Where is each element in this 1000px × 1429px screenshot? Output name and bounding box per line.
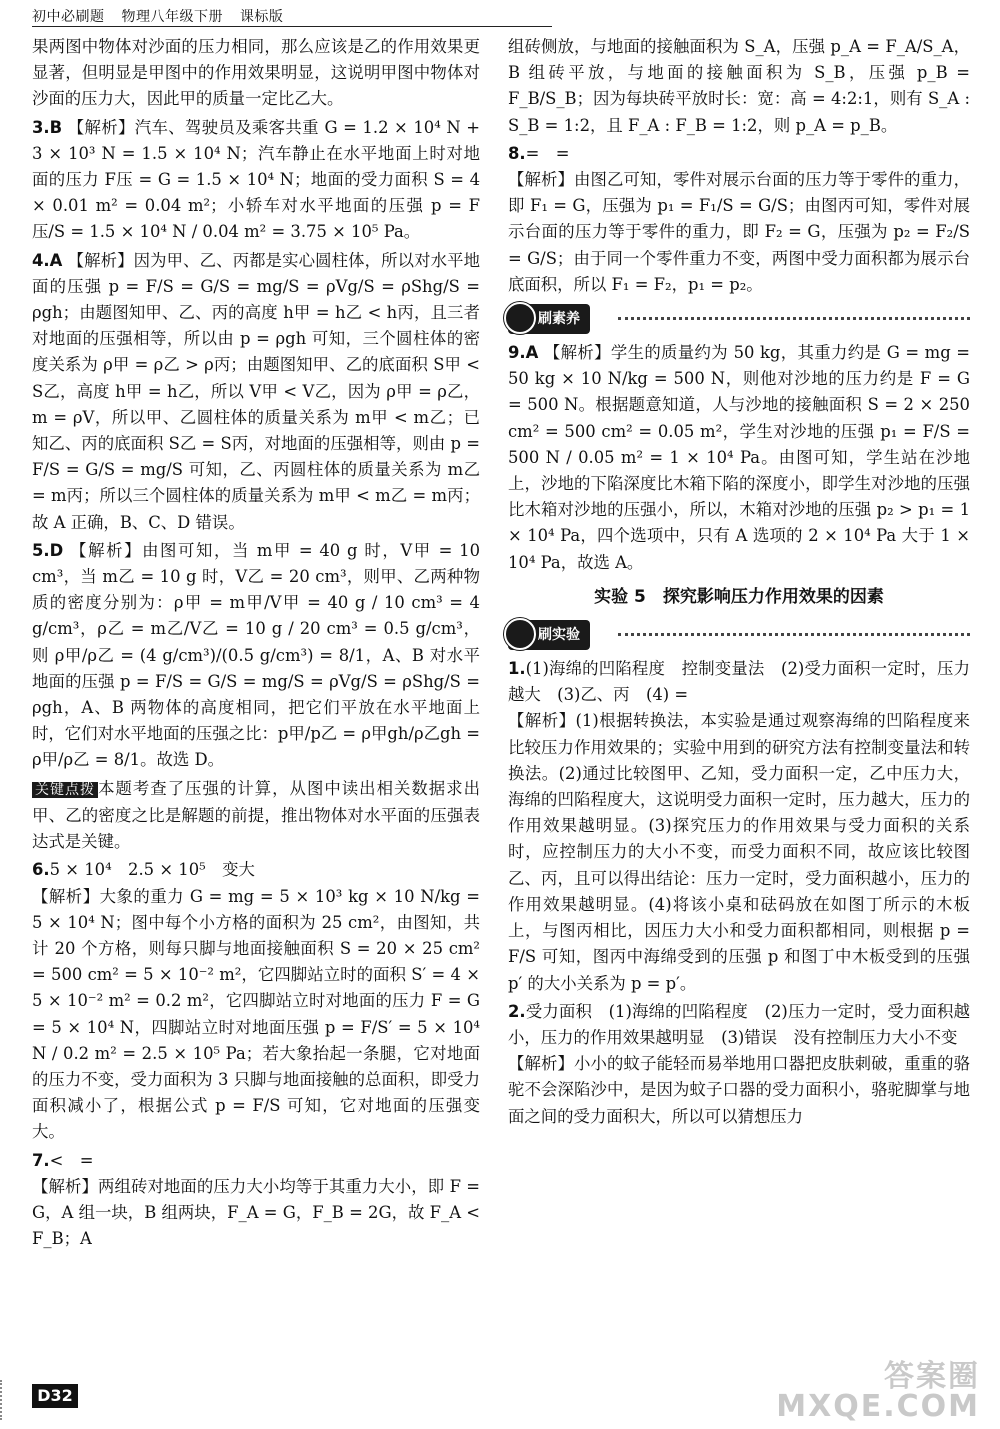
analysis-text: 大象的重力 G = mg = 5 × 10³ kg × 10 N/kg = 5 × 10⁴ N；图中每个小方格的面积为 25 cm²，由图知，共计 20 个方格，则每只脚与地面接触面积 S = 20 × 25 cm² = 500 cm² = 5 × 10⁻² m²，它四脚站立时的面积 S′ = 4 × 5 × 10⁻² m² = 0.2 m²，它四脚站立时对地面的压力 F = G = 5 × 10⁴ N，四脚站立时对地面压强 p = F/S′ = 5 × 10⁴ N / 0.2 m² = 2.5 × 10⁵ Pa；若大象抬起一条腿，它对地面的压力不变，受力面积为 3 只脚与地面接触的总面积，即受力面积减小了，根据公式 p = F/S 可知，它对地面的压强变大。 <box>32 886 480 1142</box>
answer-4 <box>32 248 480 536</box>
analysis-text: 小小的蚊子能轻而易举地用口器把皮肤刺破，重重的骆驼不会深陷沙中，是因为蚊子口器的受力面积小，骆驼脚掌与地面之间的受力面积大，所以可以猜想压力 <box>508 1054 971 1126</box>
left-column <box>32 34 480 1254</box>
site-watermark <box>776 1359 980 1424</box>
answer-9 <box>508 340 970 576</box>
q-number: 3. <box>32 117 50 137</box>
header-rule <box>32 26 552 27</box>
q-number: 7. <box>32 1150 50 1170</box>
analysis-text: 因为甲、乙、丙都是实心圆柱体，所以对水平地面的压强 p = F/S = G/S = mg/S = ρVg/S = ρShg/S = ρgh；由题图知甲、乙、丙的高度 h甲 = h乙 < h丙，且三者对地面的压强相等，所以由 p = ρgh 可知，三个圆柱体的密度关系为 ρ甲 = ρ乙 > ρ丙；由题图知甲、乙的底面积 S甲 < S乙，高度 h甲 = h乙，所以 V甲 < V乙，因为 ρ甲 = ρ乙，m = ρV，所以甲、乙圆柱体的质量关系为 m甲 < m乙；已知乙、丙的底面积 S乙 = S丙，对地面的压强相等，则由 p = F/S = G/S = mg/S 可知，乙、丙圆柱体的质量关系为 m乙 = m丙；所以三个圆柱体的质量关系为 m甲 < m乙 = m丙；故 A 正确，B、C、D 错误。 <box>32 250 481 532</box>
analysis-text: 两组砖对地面的压力大小均等于其重力大小，即 F = G，A 组一块，B 组两块，F_A = G，F_B = 2G，故 F_A < F_B；A <box>32 1176 480 1249</box>
q-answer: B <box>49 117 63 137</box>
q-answer: D <box>49 540 64 560</box>
q-number: 1. <box>508 659 526 679</box>
analysis-text: 由图乙可知，零件对展示台面的压力等于零件的重力，即 F₁ = G，压强为 p₁ = F₁/S = G/S；由图丙可知，零件对展示台面的压力等于零件的重力，即 F₂ = G，压强为 p₂ = F₂/S = G/S；由于同一个零件重力不变，两图中受力面积都为展示台底面积，所以 F₁ = F₂，p₁ = p₂。 <box>508 170 971 294</box>
experiment-answer-1 <box>508 656 970 997</box>
q-answer: A <box>525 343 539 363</box>
q-answer: A <box>49 250 63 270</box>
experiment-answer-2 <box>508 999 970 1130</box>
analysis-tag: 【解析】 <box>70 540 143 560</box>
analysis-text: 由图可知，当 m甲 = 40 g 时，V甲 = 10 cm³，当 m乙 = 10 g 时，V乙 = 20 cm³，则甲、乙两种物质的密度分别为：ρ甲 = m甲/V甲 = 40 g / 10 cm³ = 4 g/cm³，ρ乙 = m乙/V乙 = 10 g / 20 cm³ = 0.5 g/cm³，则 ρ甲/ρ乙 = (4 g/cm³)/(0.5 g/cm³) = 8/1，A、B 对水平地面的压强 p = F/S = G/S = mg/S = ρVg/S = ρShg/S = ρgh，A、B 两物体的高度相同，把它们平放在水平地面上时，它们对水平地面的压强之比：p甲/p乙 = ρ甲gh/ρ乙gh = ρ甲/ρ乙 = 8/1。故选 D。 <box>32 540 480 770</box>
key-point <box>32 776 480 856</box>
page-header <box>32 6 295 26</box>
q-number: 6. <box>32 860 50 880</box>
page-number: D32 <box>32 1384 78 1408</box>
analysis-tag: 【解析】 <box>508 170 575 190</box>
answer-5 <box>32 538 480 774</box>
analysis-tag: 【解析】 <box>32 1176 98 1196</box>
q-answer: (1)海绵的凹陷程度 控制变量法 (2)受力面积一定时，压力越大 (3)乙、丙 (4) = <box>508 659 970 705</box>
brush-logo-icon <box>504 618 536 650</box>
answer-7 <box>32 1148 480 1253</box>
series-name: 初中必刷题 <box>32 9 105 25</box>
analysis-text: 汽车、驾驶员及乘客共重 G = 1.2 × 10⁴ N + 3 × 10³ N = 1.5 × 10⁴ N；汽车静止在水平地面上时对地面的压力 F压 = G = 1.5 × 10⁴ N；地面的受力面积 S = 4 × 0.01 m² = 0.04 m²；小轿车对水平地面的压强 p = F压/S = 1.5 × 10⁴ N / 0.04 m² = 3.75 × 10⁵ Pa。 <box>32 117 480 242</box>
q-number: 8. <box>508 143 526 163</box>
analysis-tag: 【解析】 <box>67 250 134 270</box>
q-answer: = = <box>525 143 570 163</box>
experiment-title: 实验 5 探究影响压力作用效果的因素 <box>594 586 884 607</box>
q-number: 9. <box>508 343 526 363</box>
edition-name: 课标版 <box>239 9 284 25</box>
answer-8 <box>508 141 970 298</box>
q-number: 2. <box>508 1001 526 1021</box>
q-answer: < = <box>49 1150 94 1170</box>
q-number: 5. <box>32 540 50 560</box>
banner-label: 刷素养 <box>508 304 590 334</box>
analysis-tag: 【解析】 <box>508 1054 575 1074</box>
analysis-tag: 【解析】 <box>508 711 576 731</box>
answer-6 <box>32 857 480 1145</box>
banner-dotted-line <box>618 633 970 636</box>
q-number: 4. <box>32 250 50 270</box>
banner-dotted-line <box>618 317 970 320</box>
key-point-label: 关键点拨 <box>32 782 98 798</box>
continued-paragraph: 组砖侧放，与地面的接触面积为 S_A，压强 p_A = F_A/S_A，B 组砖平放，与地面的接触面积为 S_B，压强 p_B = F_B/S_B；因为每块砖平放时长：宽：高 = 4:2:1，则有 S_A : S_B = 1:2，且 F_A : F_B = 1:2，则 p_A = p_B。 <box>508 37 970 135</box>
subject-name: 物理八年级下册 <box>121 9 223 25</box>
analysis-tag: 【解析】 <box>32 886 100 906</box>
analysis-text: 学生的质量约为 50 kg，其重力约是 G = mg = 50 kg × 10 N/kg = 500 N，则他对沙地的压力约是 F = G = 500 N。根据题意知道，人与沙地的接触面积 S = 2 × 250 cm² = 500 cm² = 0.05 m²，学生对沙地的压强 p₁ = F/S = 500 N / 0.05 m² = 1 × 10⁴ Pa。由图可知，学生站在沙地上，沙地的下陷深度比木箱下陷的深度小，即学生对沙地的压强比木箱对沙地的压强小，所以，木箱对沙地的压强 p₂ > p₁ = 1 × 10⁴ Pa，四个选项中，只有 A 选项的 2 × 10⁴ Pa 大于 1 × 10⁴ Pa，故选 A。 <box>508 343 970 572</box>
key-point-text: 本题考查了压强的计算，从图中读出相关数据求出甲、乙的密度之比是解题的前提，推出物体对水平面的压强表达式是关键。 <box>32 778 481 852</box>
answer-3 <box>32 115 480 246</box>
continued-paragraph: 果两图中物体对沙面的压力相同，那么应该是乙的作用效果更显著，但明显是甲图中的作用效果明显，这说明甲图中物体对沙面的压力大，因此甲的质量一定比乙大。 <box>32 37 480 109</box>
right-column <box>508 34 970 1132</box>
brush-logo-icon <box>504 302 536 334</box>
margin-dotted-line <box>0 1380 2 1420</box>
analysis-text: (1)根据转换法，本实验是通过观察海绵的凹陷程度来比较压力作用效果的；实验中用到的研究方法有控制变量法和转换法。(2)通过比较图甲、乙知，受力面积一定，乙中压力大，海绵的凹陷程度大，这说明受力面积一定时，压力越大，压力的作用效果越明显。(3)探究压力的作用效果与受力面积的关系时，应控制压力的大小不变，而受力面积不同，故应该比较图乙、丙，且可以得出结论：压力一定时，受力面积越小，压力的作用效果越明显。(4)将该小桌和砝码放在如图丁所示的木板上，与图丙相比，因压力大小和受力面积都相同，则根据 p = F/S 可知，图丙中海绵受到的压强 p 和图丁中木板受到的压强 p′ 的大小关系为 p = p′。 <box>508 711 971 993</box>
banner-label: 刷实验 <box>508 620 590 650</box>
section-banner-experiment <box>508 618 970 650</box>
section-banner-literacy <box>508 302 970 334</box>
analysis-tag: 【解析】 <box>67 117 135 137</box>
q-answer: 受力面积 (1)海绵的凹陷程度 (2)压力一定时，受力面积越小，压力的作用效果越明显 (3)错误 没有控制压力大小不变 <box>508 1001 970 1047</box>
analysis-tag: 【解析】 <box>543 343 611 363</box>
watermark-top: 答案圈 <box>884 1359 980 1394</box>
watermark-bottom: MXQE.COM <box>776 1389 980 1424</box>
q-answer: 5 × 10⁴ 2.5 × 10⁵ 变大 <box>49 860 255 880</box>
